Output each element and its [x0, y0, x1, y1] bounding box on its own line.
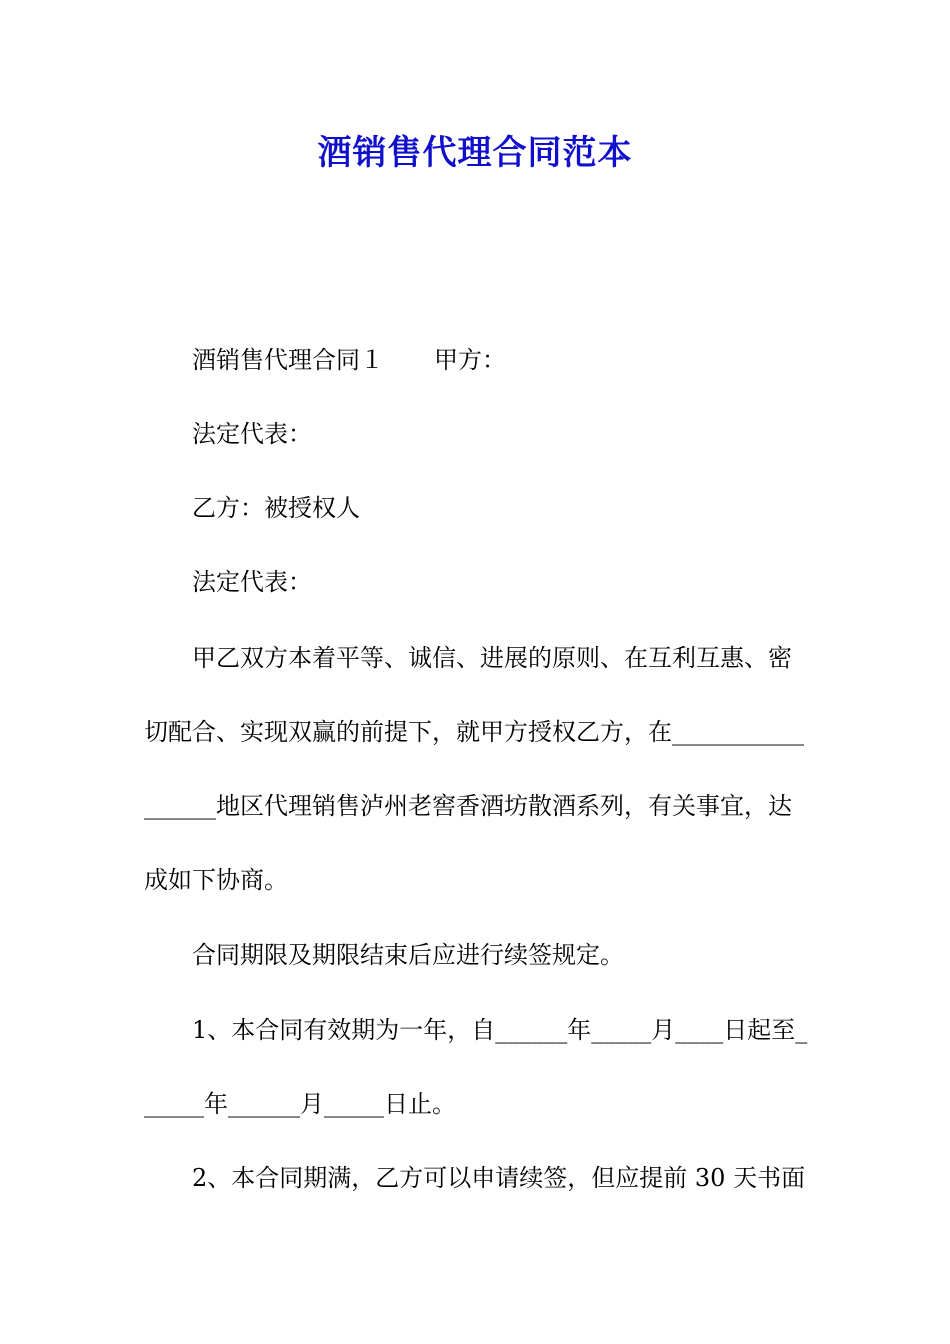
contract-heading-line — [0, 340, 950, 380]
section-heading: 合同期限及期限结束后应进行续签规定。 — [192, 941, 624, 969]
clause-1-line: 1、本合同有效期为一年，自______年_____月____日起至_ — [192, 1016, 808, 1044]
paragraph-line: ______地区代理销售泸州老窖香酒坊散酒系列，有关事宜，达 — [144, 792, 792, 820]
party-a-label: 甲方： — [434, 346, 506, 374]
clause-1-line: _____年______月_____日止。 — [144, 1090, 456, 1118]
party-b-representative: 法定代表： — [192, 568, 312, 596]
party-b-label: 乙方：被授权人 — [192, 494, 360, 522]
paragraph-line: 甲乙双方本着平等、诚信、进展的原则、在互利互惠、密 — [192, 644, 792, 672]
paragraph-line: 成如下协商。 — [144, 866, 288, 894]
party-a-representative: 法定代表： — [192, 420, 312, 448]
contract-number-label: 酒销售代理合同１ — [192, 346, 384, 374]
paragraph-line: 切配合、实现双赢的前提下，就甲方授权乙方，在___________ — [144, 718, 804, 746]
clause-2-line: 2、本合同期满，乙方可以申请续签，但应提前 30 天书面 — [192, 1164, 806, 1192]
document-title: 酒销售代理合同范本 — [317, 133, 633, 173]
